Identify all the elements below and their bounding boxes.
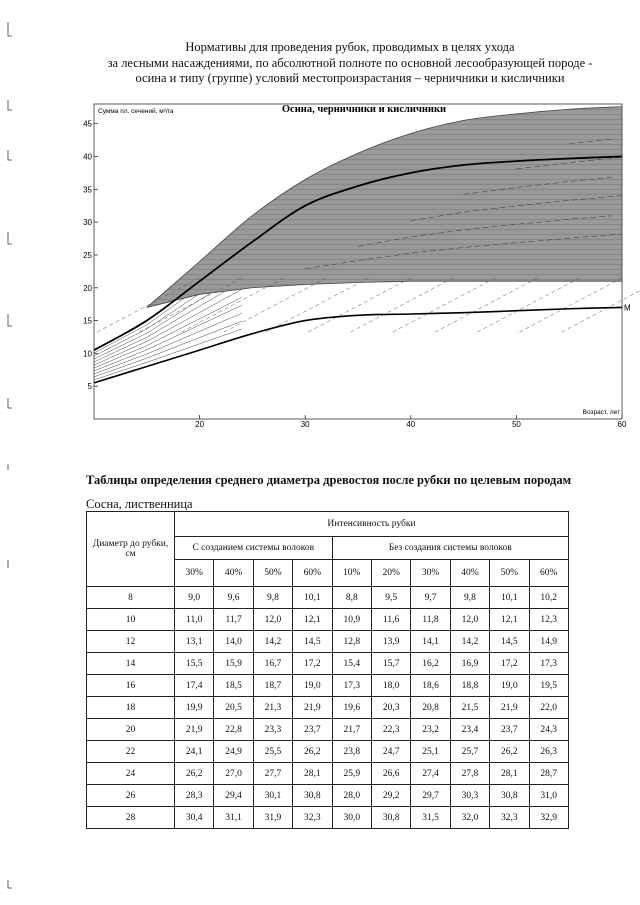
x-axis-label: Возраст, лет (582, 409, 620, 416)
diagonal-dash-line (347, 278, 453, 334)
diameter-after-cell: 19,9 (175, 697, 214, 719)
diameter-after-cell: 28,3 (175, 785, 214, 807)
diameter-after-cell: 10,1 (293, 587, 332, 609)
diameter-after-cell: 25,7 (450, 741, 489, 763)
diameter-after-cell: 25,9 (332, 763, 371, 785)
diameter-after-cell: 14,5 (293, 631, 332, 653)
table-row (87, 763, 569, 785)
diameter-after-cell: 15,5 (175, 653, 214, 675)
diameter-after-cell: 15,9 (214, 653, 253, 675)
group-header-without-skid: Без создания системы волоков (332, 537, 568, 560)
row-header-cell: Диаметр до рубки, см (87, 512, 175, 587)
diameter-before-cell: 24 (87, 763, 175, 785)
diameter-after-cell: 19,6 (332, 697, 371, 719)
diameter-after-cell: 14,2 (253, 631, 292, 653)
diameter-after-cell: 30,8 (371, 807, 410, 829)
diameter-after-cell: 9,8 (253, 587, 292, 609)
x-tick-label: 50 (511, 420, 521, 429)
diameter-after-cell: 14,2 (450, 631, 489, 653)
diameter-after-cell: 29,4 (214, 785, 253, 807)
diameter-after-cell: 32,0 (450, 807, 489, 829)
diameter-after-cell: 31,0 (529, 785, 568, 807)
diameter-after-cell: 11,6 (371, 609, 410, 631)
intensity-column-header: 30% (175, 560, 214, 587)
diameter-after-cell: 24,7 (371, 741, 410, 763)
diameter-after-cell: 14,9 (529, 631, 568, 653)
diameter-after-cell: 9,0 (175, 587, 214, 609)
diagonal-dash-line (474, 278, 580, 334)
diameter-before-cell: 26 (87, 785, 175, 807)
diameter-after-cell: 12,0 (253, 609, 292, 631)
x-tick-label: 20 (195, 420, 205, 429)
diameter-after-cell: 23,2 (411, 719, 450, 741)
diameter-after-cell: 14,0 (214, 631, 253, 653)
diameter-after-cell: 17,4 (175, 675, 214, 697)
diameter-after-cell: 30,1 (253, 785, 292, 807)
diameter-after-cell: 27,4 (411, 763, 450, 785)
diameter-after-cell: 16,2 (411, 653, 450, 675)
table-title: Таблицы определения среднего диаметра древостоя после рубки по целевым породам (86, 473, 572, 487)
diameter-after-cell: 19,5 (529, 675, 568, 697)
table-row (87, 807, 569, 829)
diameter-after-cell: 12,3 (529, 609, 568, 631)
diameter-after-cell: 19,0 (293, 675, 332, 697)
diameter-after-cell: 27,8 (450, 763, 489, 785)
diameter-after-cell: 25,5 (253, 741, 292, 763)
intensity-column-header: 60% (529, 560, 568, 587)
diameter-after-cell: 31,5 (411, 807, 450, 829)
diameter-after-cell: 28,1 (293, 763, 332, 785)
heading-line-2: за лесными насаждениями, по абсолютной полноте по основной лесообразующей породе - (107, 55, 593, 70)
diameter-after-cell: 21,5 (450, 697, 489, 719)
diameter-after-cell: 19,0 (490, 675, 529, 697)
table-row (87, 609, 569, 631)
species-label: Сосна, лиственница (86, 497, 193, 511)
diameter-after-cell: 31,1 (214, 807, 253, 829)
diameter-after-cell: 30,8 (490, 785, 529, 807)
series-end-label: М (624, 303, 631, 313)
diameter-after-cell: 31,9 (253, 807, 292, 829)
intensity-column-header: 30% (411, 560, 450, 587)
series-line-M (94, 307, 622, 382)
diameter-after-cell: 16,7 (253, 653, 292, 675)
diameter-after-cell: 15,7 (371, 653, 410, 675)
diameter-after-cell: 23,4 (450, 719, 489, 741)
diameter-after-cell: 30,8 (293, 785, 332, 807)
diameter-after-cell: 10,2 (529, 587, 568, 609)
diameter-after-cell: 15,4 (332, 653, 371, 675)
diameter-after-cell: 10,1 (490, 587, 529, 609)
diameter-after-cell: 29,7 (411, 785, 450, 807)
diameter-after-cell: 24,9 (214, 741, 253, 763)
intensity-column-header: 50% (253, 560, 292, 587)
y-tick-label: 5 (87, 382, 92, 392)
diameter-before-cell: 22 (87, 741, 175, 763)
diameter-after-cell: 23,7 (490, 719, 529, 741)
diameter-after-cell: 28,1 (490, 763, 529, 785)
intensity-column-header: 40% (214, 560, 253, 587)
diameter-after-cell: 16,9 (450, 653, 489, 675)
table-row (87, 719, 569, 741)
diameter-after-cell: 22,8 (214, 719, 253, 741)
diameter-after-cell: 26,2 (293, 741, 332, 763)
diameter-before-cell: 20 (87, 719, 175, 741)
diagonal-dash-line (432, 278, 538, 334)
diameter-after-cell: 12,0 (450, 609, 489, 631)
diameter-after-cell: 14,1 (411, 631, 450, 653)
diameter-before-cell: 16 (87, 675, 175, 697)
diameter-after-cell: 28,0 (332, 785, 371, 807)
diameter-after-cell: 25,1 (411, 741, 450, 763)
y-tick-label: 10 (83, 349, 92, 359)
diameter-after-cell: 24,1 (175, 741, 214, 763)
diameter-after-cell: 26,2 (175, 763, 214, 785)
diameter-after-cell: 20,3 (371, 697, 410, 719)
diameter-after-cell: 21,9 (175, 719, 214, 741)
diameter-after-cell: 9,7 (411, 587, 450, 609)
diameter-after-cell: 23,8 (332, 741, 371, 763)
diameter-after-cell: 30,3 (450, 785, 489, 807)
fan-curve (94, 297, 242, 368)
y-tick-label: 20 (83, 283, 92, 293)
diameter-before-cell: 12 (87, 631, 175, 653)
diameter-after-cell: 13,9 (371, 631, 410, 653)
diameter-after-cell: 28,7 (529, 763, 568, 785)
diameter-after-cell: 9,6 (214, 587, 253, 609)
diameter-after-cell: 23,3 (253, 719, 292, 741)
diameter-after-cell: 29,2 (371, 785, 410, 807)
diameter-after-cell: 9,8 (450, 587, 489, 609)
diameter-after-cell: 22,3 (371, 719, 410, 741)
y-tick-label: 15 (83, 316, 92, 326)
norm-band (147, 107, 622, 308)
heading-line-1: Нормативы для проведения рубок, проводимых в целях ухода (185, 40, 515, 54)
diameter-after-cell: 26,2 (490, 741, 529, 763)
diameter-after-cell: 20,5 (214, 697, 253, 719)
fan-curve (94, 329, 242, 380)
diameter-after-cell: 26,3 (529, 741, 568, 763)
diameter-after-cell: 10,9 (332, 609, 371, 631)
diameter-after-cell: 17,3 (529, 653, 568, 675)
diagonal-dash-line (390, 278, 496, 334)
diameter-after-cell: 27,7 (253, 763, 292, 785)
diameter-after-cell: 30,0 (332, 807, 371, 829)
intensity-header: Интенсивность рубки (175, 512, 569, 537)
diameter-after-cell: 27,0 (214, 763, 253, 785)
diameter-before-cell: 14 (87, 653, 175, 675)
diameter-after-cell: 26,6 (371, 763, 410, 785)
diameter-after-cell: 18,0 (371, 675, 410, 697)
table-row (87, 631, 569, 653)
diagonal-dash-line (516, 278, 622, 334)
intensity-column-header: 60% (293, 560, 332, 587)
diameter-after-cell: 32,3 (293, 807, 332, 829)
diameter-table (86, 511, 569, 829)
group-header-with-skid: С созданием системы волоков (175, 537, 333, 560)
diameter-after-cell: 21,3 (253, 697, 292, 719)
diameter-after-cell: 21,9 (490, 697, 529, 719)
diameter-after-cell: 18,6 (411, 675, 450, 697)
table-row (87, 741, 569, 763)
x-tick-label: 60 (617, 420, 627, 429)
diameter-before-cell: 18 (87, 697, 175, 719)
intensity-column-header: 20% (371, 560, 410, 587)
intensity-column-header: 10% (332, 560, 371, 587)
diagonal-dash-line (305, 278, 411, 334)
x-tick-label: 40 (406, 420, 416, 429)
diameter-after-cell: 11,8 (411, 609, 450, 631)
x-tick-label: 30 (300, 420, 310, 429)
diameter-after-cell: 17,2 (490, 653, 529, 675)
diameter-after-cell: 12,8 (332, 631, 371, 653)
diameter-after-cell: 18,5 (214, 675, 253, 697)
table-row (87, 785, 569, 807)
diameter-after-cell: 11,7 (214, 609, 253, 631)
heading-line-3: осина и типу (группе) условий местопроизрастания – черничники и кисличники (135, 71, 565, 85)
y-tick-label: 40 (83, 152, 92, 162)
diameter-after-cell: 14,5 (490, 631, 529, 653)
diameter-after-cell: 11,0 (175, 609, 214, 631)
diameter-after-cell: 32,9 (529, 807, 568, 829)
table-row (87, 653, 569, 675)
diameter-after-cell: 21,7 (332, 719, 371, 741)
diameter-before-cell: 28 (87, 807, 175, 829)
diameter-before-cell: 10 (87, 609, 175, 631)
y-tick-label: 30 (83, 218, 92, 228)
diameter-after-cell: 13,1 (175, 631, 214, 653)
diameter-after-cell: 12,1 (490, 609, 529, 631)
diameter-after-cell: 18,8 (450, 675, 489, 697)
page-heading (80, 40, 620, 87)
diameter-after-cell: 30,4 (175, 807, 214, 829)
diameter-after-cell: 32,3 (490, 807, 529, 829)
diameter-after-cell: 17,2 (293, 653, 332, 675)
table-row (87, 697, 569, 719)
diameter-after-cell: 18,7 (253, 675, 292, 697)
intensity-column-header: 50% (490, 560, 529, 587)
chart-title: Осина, черничники и кисличники (281, 104, 447, 115)
diameter-after-cell: 21,9 (293, 697, 332, 719)
diameter-after-cell: 24,3 (529, 719, 568, 741)
scan-margin-marks (0, 0, 18, 905)
diameter-after-cell: 20,8 (411, 697, 450, 719)
diameter-after-cell: 17,3 (332, 675, 371, 697)
diameter-after-cell: 23,7 (293, 719, 332, 741)
y-tick-label: 45 (83, 119, 92, 129)
diameter-after-cell: 8,8 (332, 587, 371, 609)
fan-curve (94, 321, 242, 377)
y-tick-label: 25 (83, 250, 92, 260)
diameter-after-cell: 9,5 (371, 587, 410, 609)
table-row (87, 675, 569, 697)
intensity-column-header: 40% (450, 560, 489, 587)
y-tick-label: 35 (83, 185, 92, 195)
diameter-after-cell: 12,1 (293, 609, 332, 631)
diagonal-dash-line (94, 278, 200, 334)
diameter-before-cell: 8 (87, 587, 175, 609)
basal-area-chart (0, 92, 640, 432)
table-row (87, 587, 569, 609)
y-axis-label: Сумма пл. сечений, м²/га (98, 108, 174, 115)
diameter-after-cell: 22,0 (529, 697, 568, 719)
